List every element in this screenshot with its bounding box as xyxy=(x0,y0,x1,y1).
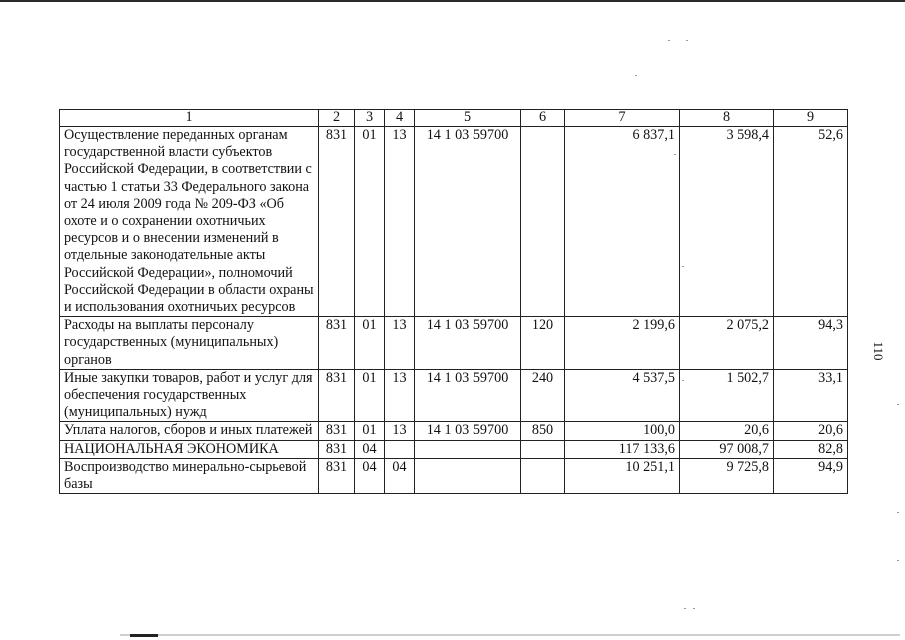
row-section-code: 01 xyxy=(355,317,385,370)
row-subsection-code: 13 xyxy=(385,422,415,440)
row-target-code xyxy=(415,440,521,458)
row-section-code: 01 xyxy=(355,422,385,440)
row-executed-amount: 3 598,4 xyxy=(680,127,774,317)
row-section-code: 04 xyxy=(355,458,385,493)
header-column-number: 9 xyxy=(774,110,848,127)
row-execution-percent: 94,9 xyxy=(774,458,848,493)
page-bottom-mark xyxy=(130,634,158,637)
scan-speck xyxy=(635,75,637,76)
row-execution-percent: 94,3 xyxy=(774,317,848,370)
row-approved-amount: 2 199,6 xyxy=(565,317,680,370)
row-ministry-code: 831 xyxy=(319,458,355,493)
scan-speck xyxy=(897,560,899,561)
row-execution-percent: 33,1 xyxy=(774,369,848,422)
page-top-edge xyxy=(0,0,905,2)
row-name: НАЦИОНАЛЬНАЯ ЭКОНОМИКА xyxy=(60,440,319,458)
header-column-number: 8 xyxy=(680,110,774,127)
header-column-number: 7 xyxy=(565,110,680,127)
row-subsection-code: 04 xyxy=(385,458,415,493)
page-number: 110 xyxy=(871,341,886,361)
row-name: Воспроизводство минерально-сырьевой базы xyxy=(60,458,319,493)
row-executed-amount: 97 008,7 xyxy=(680,440,774,458)
row-name: Иные закупки товаров, работ и услуг для обеспечения государственных (муниципальных) нужд xyxy=(60,369,319,422)
header-column-number: 1 xyxy=(60,110,319,127)
row-ministry-code: 831 xyxy=(319,127,355,317)
row-approved-amount: 4 537,5 xyxy=(565,369,680,422)
row-section-code: 01 xyxy=(355,127,385,317)
table-row xyxy=(60,369,848,422)
row-approved-amount: 117 133,6 xyxy=(565,440,680,458)
scan-speck xyxy=(897,512,899,513)
row-expense-type: 120 xyxy=(521,317,565,370)
row-executed-amount: 20,6 xyxy=(680,422,774,440)
row-execution-percent: 82,8 xyxy=(774,440,848,458)
row-subsection-code: 13 xyxy=(385,127,415,317)
scan-speck xyxy=(684,608,686,609)
row-subsection-code: 13 xyxy=(385,369,415,422)
row-expense-type xyxy=(521,458,565,493)
row-execution-percent: 20,6 xyxy=(774,422,848,440)
header-column-number: 4 xyxy=(385,110,415,127)
row-execution-percent: 52,6 xyxy=(774,127,848,317)
row-expense-type: 240 xyxy=(521,369,565,422)
row-expense-type xyxy=(521,440,565,458)
budget-execution-table xyxy=(59,109,848,494)
row-executed-amount: 9 725,8 xyxy=(680,458,774,493)
header-column-number: 2 xyxy=(319,110,355,127)
scan-speck xyxy=(668,40,670,41)
row-subsection-code: 13 xyxy=(385,317,415,370)
table-row xyxy=(60,127,848,317)
row-expense-type: 850 xyxy=(521,422,565,440)
row-ministry-code: 831 xyxy=(319,317,355,370)
page-bottom-edge xyxy=(120,634,900,636)
row-subsection-code xyxy=(385,440,415,458)
row-ministry-code: 831 xyxy=(319,440,355,458)
table-row xyxy=(60,458,848,493)
row-ministry-code: 831 xyxy=(319,369,355,422)
row-target-code xyxy=(415,458,521,493)
row-approved-amount: 6 837,1 xyxy=(565,127,680,317)
scan-speck xyxy=(693,608,695,609)
row-ministry-code: 831 xyxy=(319,422,355,440)
header-column-number: 6 xyxy=(521,110,565,127)
row-name: Расходы на выплаты персоналу государственных (муниципальных) органов xyxy=(60,317,319,370)
header-column-number: 5 xyxy=(415,110,521,127)
row-expense-type xyxy=(521,127,565,317)
header-column-number: 3 xyxy=(355,110,385,127)
row-section-code: 01 xyxy=(355,369,385,422)
row-approved-amount: 10 251,1 xyxy=(565,458,680,493)
table-row xyxy=(60,317,848,370)
row-section-code: 04 xyxy=(355,440,385,458)
row-target-code: 14 1 03 59700 xyxy=(415,369,521,422)
row-name: Осуществление переданных органам государственной власти субъектов Российской Федерации, в соответствии с частью 1 статьи 33 Федерального закона от 24 июля 2009 года № 209-ФЗ «Об охоте и о сохранении охотничьих ресурсов и о внесении изменений в отдельные законодательные акты Российской Федерации», полномочий Российской Федерации в области охраны и использования охотничьих ресурсов xyxy=(60,127,319,317)
row-executed-amount: 2 075,2 xyxy=(680,317,774,370)
row-name: Уплата налогов, сборов и иных платежей xyxy=(60,422,319,440)
table-row xyxy=(60,440,848,458)
row-target-code: 14 1 03 59700 xyxy=(415,317,521,370)
scan-speck xyxy=(686,40,688,41)
table-header-row xyxy=(60,110,848,127)
row-target-code: 14 1 03 59700 xyxy=(415,127,521,317)
scan-speck xyxy=(897,404,899,405)
row-executed-amount: 1 502,7 xyxy=(680,369,774,422)
row-approved-amount: 100,0 xyxy=(565,422,680,440)
table-row xyxy=(60,422,848,440)
row-target-code: 14 1 03 59700 xyxy=(415,422,521,440)
